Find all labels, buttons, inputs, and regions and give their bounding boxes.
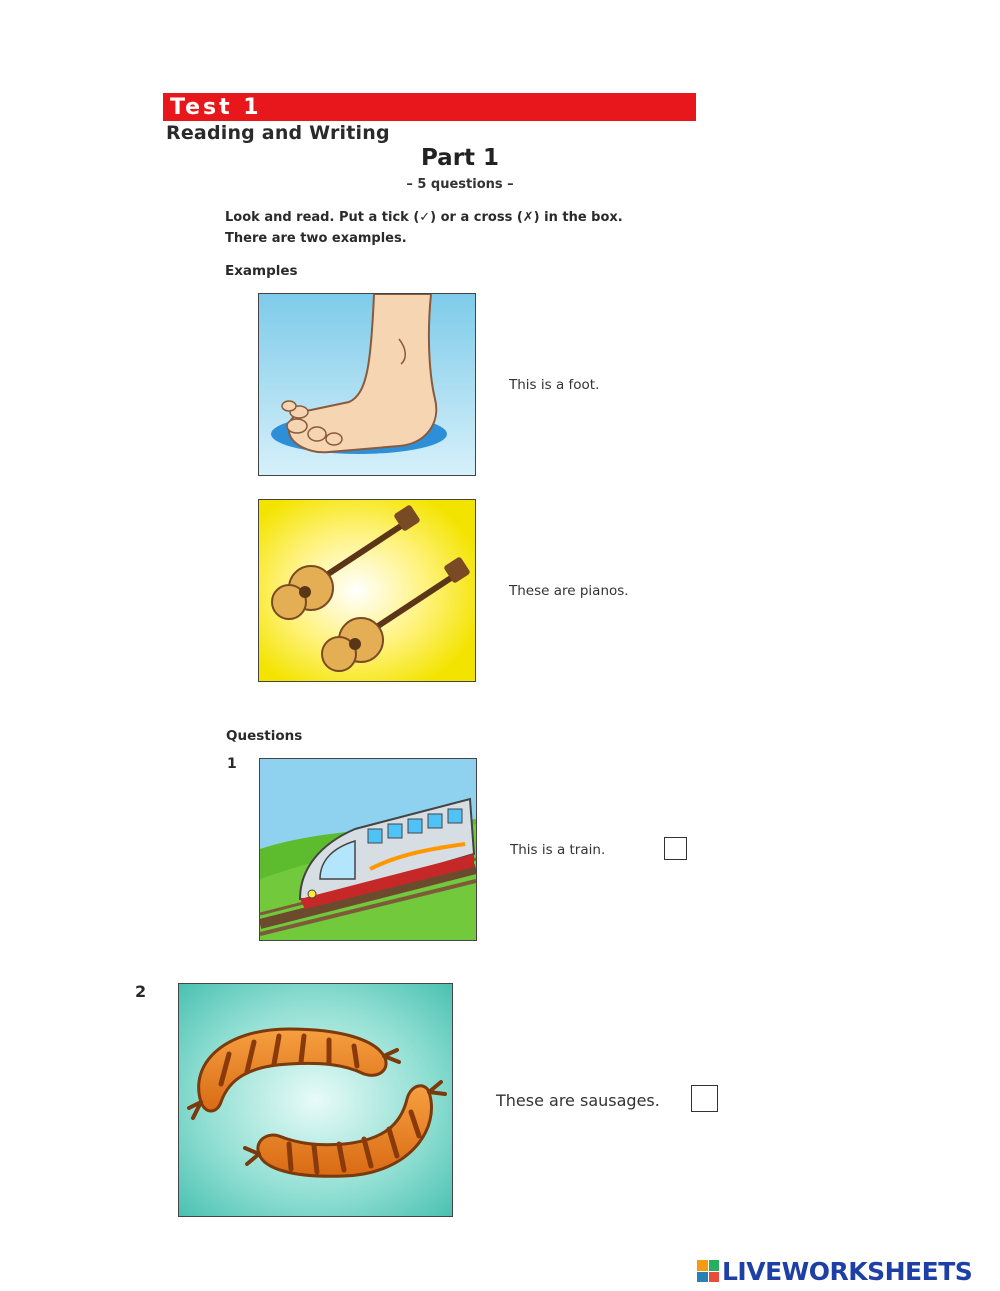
question-2-answer-box[interactable] bbox=[691, 1085, 718, 1112]
section-title: Reading and Writing bbox=[166, 122, 390, 144]
question-2-sentence: These are sausages. bbox=[496, 1091, 660, 1110]
logo-text: LIVEWORKSHEETS bbox=[722, 1256, 973, 1286]
part-title: Part 1 bbox=[420, 145, 500, 171]
test-title: Test 1 bbox=[170, 95, 262, 120]
instruction-line-2: There are two examples. bbox=[225, 231, 407, 246]
logo-mark-icon bbox=[697, 1260, 719, 1282]
guitars-picture bbox=[258, 499, 476, 682]
examples-heading: Examples bbox=[225, 263, 298, 279]
questions-count: – 5 questions – bbox=[406, 177, 514, 192]
question-2-number: 2 bbox=[135, 982, 147, 1001]
foot-picture bbox=[258, 293, 476, 476]
example-1-sentence: This is a foot. bbox=[509, 377, 600, 393]
example-2-sentence: These are pianos. bbox=[509, 583, 629, 599]
instruction-line-1: Look and read. Put a tick (✓) or a cross (✗) in the box. bbox=[225, 210, 623, 225]
train-picture bbox=[259, 758, 477, 941]
sausages-picture bbox=[178, 983, 453, 1217]
question-1-number: 1 bbox=[227, 756, 237, 772]
question-1-answer-box[interactable] bbox=[664, 837, 687, 860]
liveworksheets-logo bbox=[697, 1255, 972, 1287]
question-1-sentence: This is a train. bbox=[510, 842, 606, 858]
questions-heading: Questions bbox=[226, 728, 303, 744]
